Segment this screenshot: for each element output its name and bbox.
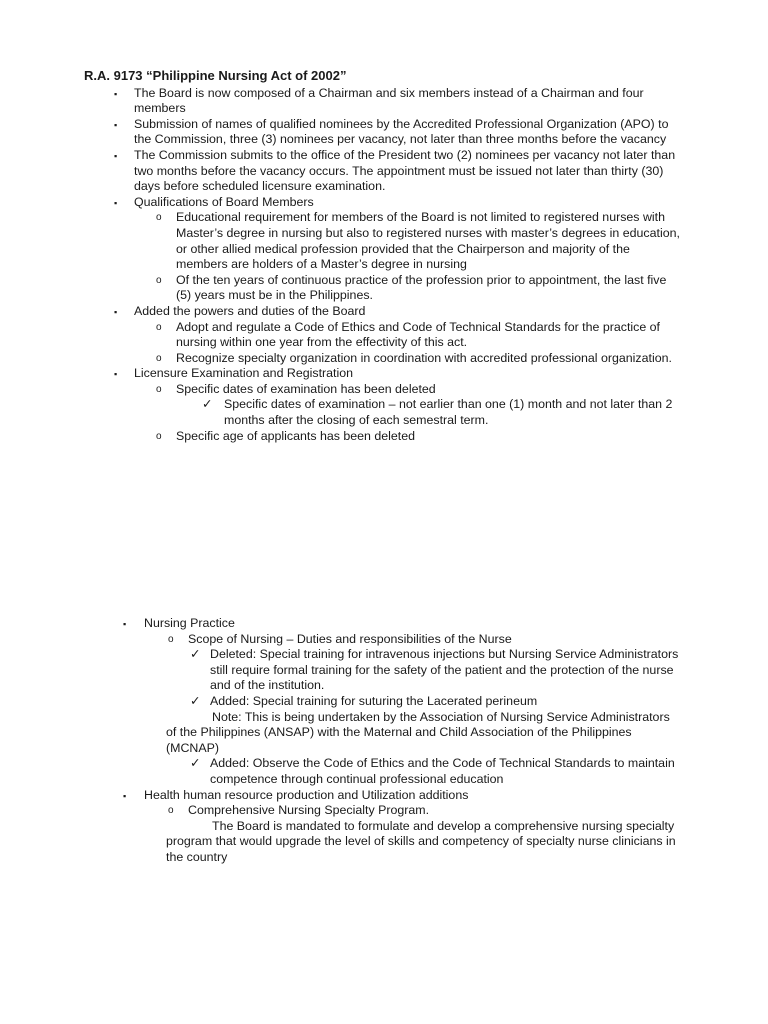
bullet-icon: ▪ (114, 150, 118, 161)
check-item (188, 694, 680, 710)
top-content (84, 68, 684, 444)
list-item (120, 788, 680, 866)
circle-icon: o (156, 321, 162, 333)
check-item-text: Specific dates of examination – not earlier than one (1) month and not later than 2 months after the closing of each semestral term. (224, 397, 673, 428)
item-text: The Board is now composed of a Chairman and six members instead of a Chairman and four members (134, 85, 644, 116)
page-title: R.A. 9173 “Philippine Nursing Act of 2002” (84, 68, 347, 83)
check-list (202, 397, 684, 428)
list-item (110, 366, 684, 444)
sub-item (154, 429, 684, 445)
item-text: Health human resource production and Utilization additions (144, 787, 469, 802)
check-icon: ✓ (190, 647, 201, 662)
sub-item-text: Of the ten years of continuous practice of the profession prior to appointment, the last five (5) years must be in the Philippines. (176, 272, 667, 303)
item-text: Qualifications of Board Members (134, 194, 314, 209)
sub-item (154, 320, 684, 351)
check-icon: ✓ (202, 397, 213, 412)
bottom-list (120, 616, 680, 866)
sub-item (154, 273, 684, 304)
item-text: Submission of names of qualified nominees by the Accredited Professional Organization (APO) to the Commission, three (3) nominees per vacancy, not later than three months before the vacancy (134, 116, 669, 147)
sub-item (154, 210, 684, 272)
item-text: Added the powers and duties of the Board (134, 303, 366, 318)
check-item-text: Added: Observe the Code of Ethics and the Code of Technical Standards to maintain competence through continual professional education (210, 756, 675, 786)
check-item (202, 397, 684, 428)
top-section (0, 0, 768, 497)
sub-list (154, 210, 684, 304)
circle-icon: o (156, 430, 162, 442)
check-list (188, 756, 680, 787)
bullet-icon: ▪ (123, 619, 127, 629)
sub-item-text: Specific dates of examination has been deleted (176, 381, 436, 396)
circle-icon: o (168, 805, 174, 817)
sub-list (166, 803, 680, 865)
item-text: Licensure Examination and Registration (134, 366, 354, 381)
sub-item (154, 382, 684, 429)
check-item-text: Added: Special training for suturing the Lacerated perineum (210, 693, 538, 708)
list-item (110, 148, 684, 195)
list-item (110, 195, 684, 304)
circle-icon: o (156, 383, 162, 395)
check-list (188, 647, 680, 709)
sub-item-text: Scope of Nursing – Duties and responsibilities of the Nurse (188, 631, 512, 646)
list-item (110, 304, 684, 366)
check-item-text: Deleted: Special training for intravenous injections but Nursing Service Administrators still require formal training for the safety of the patient and the protection of the nurse and of the institution. (210, 647, 679, 693)
sub-item-text: Comprehensive Nursing Specialty Program. (188, 803, 430, 818)
list-item (120, 616, 680, 788)
check-item (188, 756, 680, 787)
bullet-icon: ▪ (114, 369, 118, 380)
list-item (110, 117, 684, 148)
list-item (110, 86, 684, 117)
bottom-content (120, 616, 680, 866)
program-text: The Board is mandated to formulate and develop a comprehensive nursing specialty program that would upgrade the level of skills and competency of specialty nurse clinicians in the country (166, 818, 676, 864)
sub-item (166, 632, 680, 788)
bullet-icon: ▪ (114, 197, 118, 208)
sub-item-text: Educational requirement for members of the Board is not limited to registered nurses with Master’s degree in nursing but also to registered nurses with master’s degrees in education, or other allied medical profession provided that the Chairperson and majority of the members are holders of a Master’s degree in nursing (176, 210, 680, 272)
circle-icon: o (156, 212, 162, 224)
circle-icon: o (156, 352, 162, 364)
bullet-icon: ▪ (123, 790, 127, 801)
check-item (188, 647, 680, 694)
sub-list (154, 320, 684, 367)
sub-item-text: Adopt and regulate a Code of Ethics and Code of Technical Standards for the practice of nursing within one year from the effectivity of this act. (176, 319, 661, 350)
item-text: Nursing Practice (144, 616, 235, 630)
note-text: Note: This is being undertaken by the Association of Nursing Service Administrators of the Philippines (ANSAP) with the Maternal and Child Association of the Philippines (MCNAP) (166, 709, 670, 755)
sub-item-text: Recognize specialty organization in coordination with accredited professional organization. (176, 350, 672, 365)
bullet-icon: ▪ (114, 88, 118, 99)
check-icon: ✓ (190, 693, 201, 708)
bullet-icon: ▪ (114, 306, 118, 317)
sub-item (166, 803, 680, 865)
top-list (110, 86, 684, 445)
circle-icon: o (156, 274, 162, 286)
sub-list (154, 382, 684, 444)
check-icon: ✓ (190, 756, 201, 771)
sub-list (166, 632, 680, 788)
circle-icon: o (168, 633, 174, 645)
item-text: The Commission submits to the office of the President two (2) nominees per vacancy not later than two months before the vacancy occurs. The appointment must be issued not later than thirty (30) days before scheduled licensure examination. (134, 147, 676, 194)
bullet-icon: ▪ (114, 119, 118, 130)
sub-item-text: Specific age of applicants has been deleted (176, 428, 416, 443)
sub-item (154, 351, 684, 367)
